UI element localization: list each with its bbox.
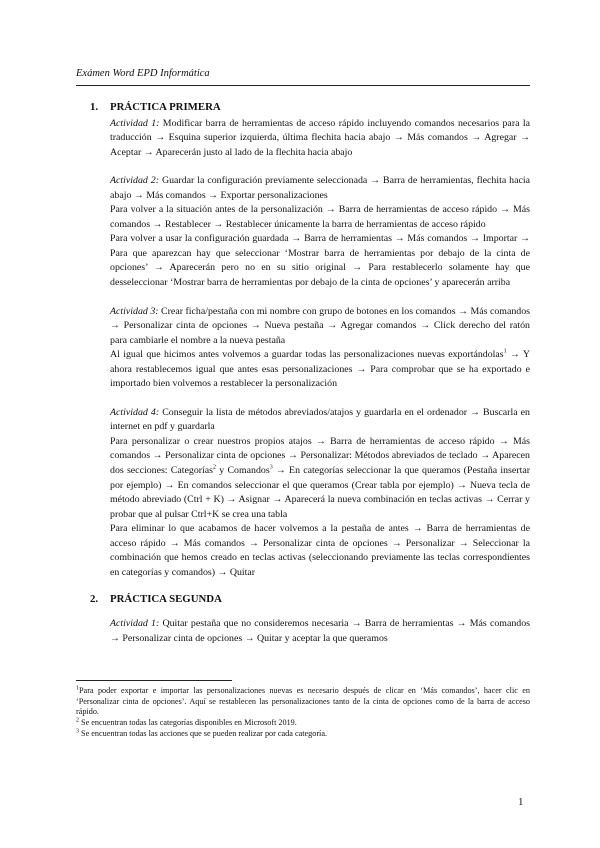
document-header: Exámen Word EPD Informática	[76, 68, 210, 79]
footnote-text: Se encuentran todas las categorías disponibles en Microsoft 2019.	[79, 718, 297, 728]
activity-paragraph	[110, 117, 530, 161]
footnote	[76, 686, 530, 718]
footnote-ref: 2	[213, 464, 217, 471]
header-rule	[76, 85, 530, 86]
activity-paragraph	[110, 305, 530, 349]
section-number: 1.	[90, 101, 99, 113]
footnote-separator	[76, 680, 232, 681]
section-title	[90, 592, 530, 607]
activity-text: Guardar la configuración previamente seleccionada → Barra de herramientas, flechita hacia abajo → Más comandos → Exportar personalizaciones	[110, 175, 530, 201]
activity-paragraph	[110, 617, 530, 646]
body-paragraph: Para eliminar lo que acabamos de hacer volvemos a la pestaña de antes → Barra de herramientas de acceso rápido → Más comandos → Personalizar cinta de opciones → Personalizar → Seleccionar la combinación que hemos creado en teclas activas (seleccionando previamente las teclas correspondientes en categorías y comandos) → Quitar	[110, 523, 530, 578]
section-title-text: PRÁCTICA SEGUNDA	[110, 593, 222, 606]
footnote	[76, 718, 530, 729]
activity-text: Modificar barra de herramientas de acceso rápido incluyendo comandos necesarios para la traducción → Esquina superior izquierda, última flechita hacia abajo → Más comandos → Agregar → Aceptar → Aparecerán justo al lado de la flechita hacia abajo	[110, 117, 530, 158]
footnote-mark: 1	[76, 685, 79, 692]
body-paragraph: Para volver a usar la configuración guardada → Barra de herramientas → Más comandos → Importar → Para que aparezcan hay que seleccionar ‘Mostrar barra de herramientas por debajo de la cinta de opciones’ → Aparecerán pero no en su sitio original → Para restablecerlo solamente hay que desseleccionar ‘Mostrar barra de herramientas por debajo de la cinta de opciones’ y aparecerán arriba	[110, 233, 530, 289]
body-paragraph	[110, 348, 530, 392]
document-body	[90, 100, 531, 646]
activity-text: Quitar pestaña que no consideremos necesaria → Barra de herramientas → Más comandos → Personalizar cinta de opciones → Quitar y aceptar la que queramos	[110, 617, 530, 644]
activity-label: Actividad 1:	[110, 117, 160, 129]
activity-label: Actividad 3:	[110, 305, 159, 317]
activity-paragraph	[110, 406, 530, 435]
footnote-ref: 1	[503, 348, 507, 355]
footnote-mark: 2	[76, 717, 79, 724]
activity-label: Actividad 1:	[110, 617, 160, 629]
body-paragraph: Para volver a la situación antes de la personalización → Barra de herramientas de acceso rápido → Más comandos → Restablecer → Restablecer únicamente la barra de herramientas de acceso rápido	[110, 204, 530, 230]
body-text: → Y ahora restablecemos igual que antes esas personalizaciones → Para comprobar que se ha exportado e importado bien volvemos a restablecer la personalización	[110, 349, 531, 390]
body-text: y Comandos	[216, 465, 270, 477]
footnote	[76, 729, 530, 740]
footnotes	[76, 686, 530, 740]
footnote-mark: 3	[76, 728, 79, 735]
activity-label: Actividad 4:	[110, 406, 160, 418]
footnote-ref: 3	[269, 464, 273, 471]
activity-label: Actividad 2:	[110, 175, 160, 187]
body-text: Al igual que hicimos antes volvemos a guardar todas las personalizaciones nuevas exportándolas	[110, 349, 504, 361]
activity-text: Crear ficha/pestaña con mi nombre con grupo de botones en los comandos → Más comandos → Personalizar cinta de opciones → Nueva pestaña → Agregar comandos → Click derecho del ratón para cambiarle el nombre a la nueva pestaña	[110, 305, 530, 346]
activity-paragraph	[110, 174, 530, 203]
body-text: → En categorías seleccionar la que queramos (Pestaña insertar por ejemplo) → En comandos seleccionar el que queramos (Crear tabla por ejemplo) → Nueva tecla de método abreviado (Ctrl + K) → Asignar → Aparecerá la nueva combinación en teclas activas → Cerrar y probar que al pulsar Ctrl+K se crea una tabla	[110, 465, 530, 520]
footnote-text: Para poder exportar e importar las personalizaciones nuevas es necesario después de clicar en ‘Más comandos’, hacer clic en ‘Personalizar cinta de opciones’. Aquí se restablecen las personalizaciones tanto de la cinta de opciones como de la barra de acceso rápido.	[76, 686, 530, 717]
section-title-text: PRÁCTICA PRIMERA	[110, 101, 221, 113]
section-title	[90, 100, 530, 115]
body-text: Para personalizar o crear nuestros propios atajos → Barra de herramientas de acceso rápido → Más comandos → Personalizar cinta de opciones → Personalizar: Métodos abreviados de teclado → Aparecen dos secciones: Categorías	[110, 435, 530, 477]
page-number: 1	[518, 796, 524, 808]
activity-text: Conseguir la lista de métodos abreviados/atajos y guardarla en el ordenador → Buscarla en internet en pdf y guardarla	[110, 406, 530, 433]
body-paragraph	[110, 435, 530, 522]
footnote-text: Se encuentran todas las acciones que se pueden realizar por cada categoría.	[79, 728, 328, 738]
section-number: 2.	[90, 593, 99, 606]
